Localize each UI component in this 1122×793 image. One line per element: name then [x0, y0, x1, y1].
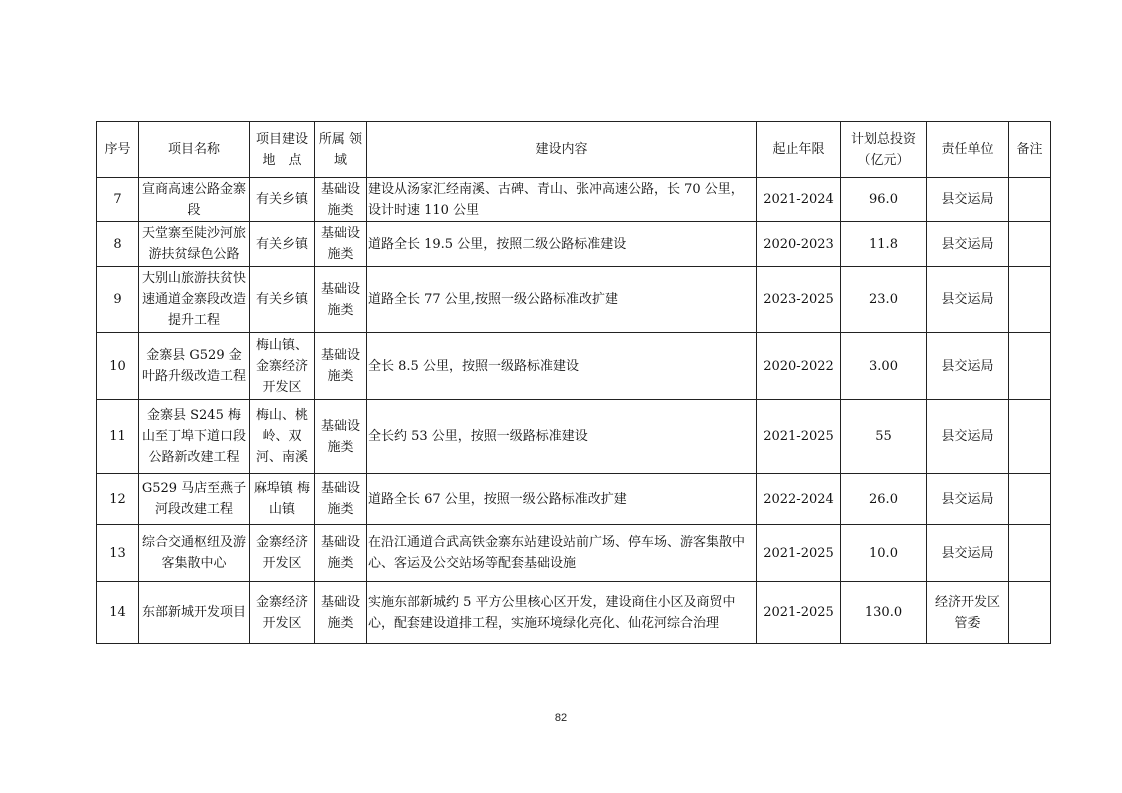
- cell-location: 金寨经济开发区: [250, 525, 315, 582]
- cell-name: 金寨县 S245 梅山至丁埠下道口段公路新改建工程: [139, 400, 250, 474]
- cell-seq: 10: [97, 333, 139, 400]
- cell-location: 有关乡镇: [250, 178, 315, 222]
- cell-investment: 26.0: [841, 474, 927, 525]
- cell-investment: 23.0: [841, 267, 927, 333]
- table-row: [97, 222, 1051, 267]
- header-field: 所属 领域: [315, 122, 367, 178]
- cell-period: 2020-2023: [757, 222, 841, 267]
- cell-field: 基础设施类: [315, 267, 367, 333]
- cell-investment: 10.0: [841, 525, 927, 582]
- header-period: 起止年限: [757, 122, 841, 178]
- cell-content: 实施东部新城约 5 平方公里核心区开发，建设商住小区及商贸中心，配套建设道排工程，实施环境绿化亮化、仙花河综合治理: [367, 582, 757, 644]
- cell-period: 2021-2025: [757, 582, 841, 644]
- cell-investment: 3.00: [841, 333, 927, 400]
- table-row: [97, 525, 1051, 582]
- projects-table: [96, 121, 1051, 644]
- header-location: 项目建设 地 点: [250, 122, 315, 178]
- header-unit: 责任单位: [927, 122, 1009, 178]
- cell-note: [1009, 333, 1051, 400]
- header-name: 项目名称: [139, 122, 250, 178]
- cell-unit: 经济开发区管委: [927, 582, 1009, 644]
- cell-period: 2021-2025: [757, 400, 841, 474]
- cell-name: 金寨县 G529 金叶路升级改造工程: [139, 333, 250, 400]
- cell-seq: 8: [97, 222, 139, 267]
- cell-field: 基础设施类: [315, 474, 367, 525]
- cell-name: 大别山旅游扶贫快速通道金寨段改造提升工程: [139, 267, 250, 333]
- cell-seq: 14: [97, 582, 139, 644]
- cell-name: 天堂寨至陡沙河旅游扶贫绿色公路: [139, 222, 250, 267]
- cell-name: G529 马店至燕子河段改建工程: [139, 474, 250, 525]
- cell-location: 麻埠镇 梅山镇: [250, 474, 315, 525]
- cell-content: 在沿江通道合武高铁金寨东站建设站前广场、停车场、游客集散中心、客运及公交站场等配套基础设施: [367, 525, 757, 582]
- cell-content: 全长约 53 公里，按照一级路标准建设: [367, 400, 757, 474]
- cell-unit: 县交运局: [927, 222, 1009, 267]
- cell-field: 基础设施类: [315, 222, 367, 267]
- cell-period: 2021-2024: [757, 178, 841, 222]
- cell-seq: 7: [97, 178, 139, 222]
- cell-note: [1009, 222, 1051, 267]
- cell-location: 有关乡镇: [250, 222, 315, 267]
- cell-location: 梅山镇、金寨经济开发区: [250, 333, 315, 400]
- header-note: 备注: [1009, 122, 1051, 178]
- cell-location: 梅山、桃岭、双河、南溪: [250, 400, 315, 474]
- table-row: [97, 582, 1051, 644]
- cell-note: [1009, 178, 1051, 222]
- cell-location: 有关乡镇: [250, 267, 315, 333]
- cell-investment: 55: [841, 400, 927, 474]
- cell-note: [1009, 582, 1051, 644]
- cell-field: 基础设施类: [315, 178, 367, 222]
- cell-investment: 130.0: [841, 582, 927, 644]
- cell-unit: 县交运局: [927, 474, 1009, 525]
- cell-period: 2020-2022: [757, 333, 841, 400]
- cell-note: [1009, 267, 1051, 333]
- header-seq: 序号: [97, 122, 139, 178]
- table-row: [97, 400, 1051, 474]
- header-row: [97, 122, 1051, 178]
- cell-field: 基础设施类: [315, 582, 367, 644]
- cell-investment: 96.0: [841, 178, 927, 222]
- cell-note: [1009, 400, 1051, 474]
- cell-period: 2021-2025: [757, 525, 841, 582]
- cell-location: 金寨经济开发区: [250, 582, 315, 644]
- cell-seq: 12: [97, 474, 139, 525]
- cell-field: 基础设施类: [315, 333, 367, 400]
- cell-unit: 县交运局: [927, 400, 1009, 474]
- cell-unit: 县交运局: [927, 267, 1009, 333]
- table-row: [97, 178, 1051, 222]
- table-row: [97, 267, 1051, 333]
- cell-note: [1009, 525, 1051, 582]
- cell-content: 道路全长 77 公里,按照一级公路标准改扩建: [367, 267, 757, 333]
- cell-name: 东部新城开发项目: [139, 582, 250, 644]
- cell-name: 综合交通枢纽及游客集散中心: [139, 525, 250, 582]
- header-content: 建设内容: [367, 122, 757, 178]
- page-number: 82: [554, 712, 568, 724]
- cell-period: 2022-2024: [757, 474, 841, 525]
- cell-period: 2023-2025: [757, 267, 841, 333]
- cell-name: 宣商高速公路金寨段: [139, 178, 250, 222]
- table-row: [97, 474, 1051, 525]
- cell-unit: 县交运局: [927, 525, 1009, 582]
- cell-field: 基础设施类: [315, 400, 367, 474]
- cell-content: 道路全长 67 公里，按照一级公路标准改扩建: [367, 474, 757, 525]
- cell-seq: 13: [97, 525, 139, 582]
- cell-note: [1009, 474, 1051, 525]
- cell-field: 基础设施类: [315, 525, 367, 582]
- cell-content: 全长 8.5 公里，按照一级路标准建设: [367, 333, 757, 400]
- cell-content: 建设从汤家汇经南溪、古碑、青山、张冲高速公路，长 70 公里，设计时速 110 公里: [367, 178, 757, 222]
- cell-content: 道路全长 19.5 公里，按照二级公路标准建设: [367, 222, 757, 267]
- cell-seq: 9: [97, 267, 139, 333]
- cell-unit: 县交运局: [927, 333, 1009, 400]
- header-investment: 计划总投资 （亿元）: [841, 122, 927, 178]
- table-row: [97, 333, 1051, 400]
- cell-investment: 11.8: [841, 222, 927, 267]
- cell-seq: 11: [97, 400, 139, 474]
- cell-unit: 县交运局: [927, 178, 1009, 222]
